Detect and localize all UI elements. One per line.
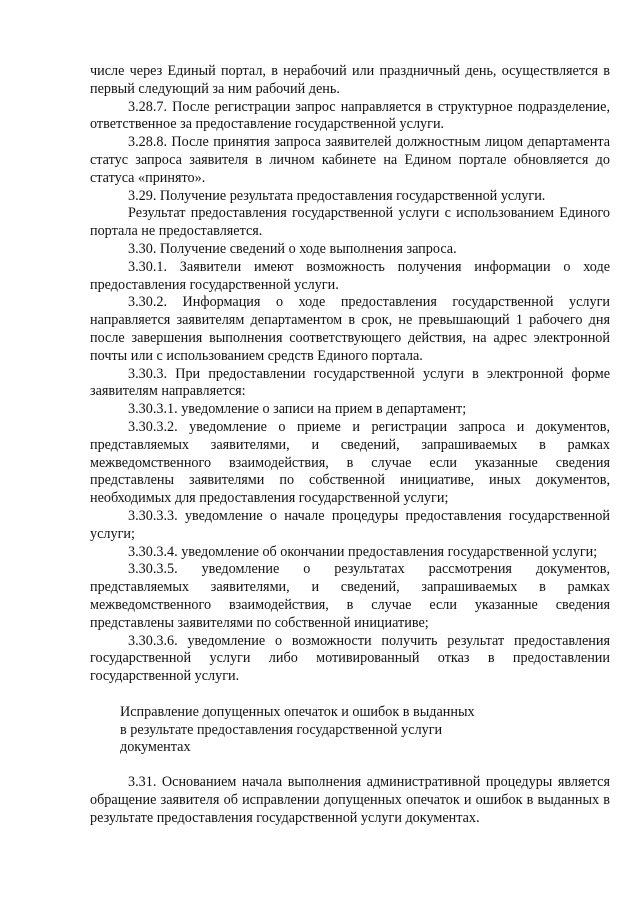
paragraph: числе через Единый портал, в нерабочий или праздничный день, осуществляется в первый следующий за ним рабочий день.: [90, 63, 610, 97]
document-page: [90, 63, 610, 828]
paragraph: 3.28.8. После принятия запроса заявителей должностным лицом департамента статус запроса заявителя в личном кабинете на Едином портале обновляется до статуса «принято».: [90, 134, 610, 186]
paragraph: 3.28.7. После регистрации запрос направляется в структурное подразделение, ответственное за предоставление государственной услуги.: [90, 98, 610, 133]
paragraph: 3.30. Получение сведений о ходе выполнения запроса.: [128, 240, 457, 257]
section-heading-line: документах: [120, 739, 191, 756]
paragraph: 3.30.1. Заявители имеют возможность получения информации о ходе предоставления государственной услуги.: [90, 258, 610, 293]
paragraph: Результат предоставления государственной услуги с использованием Единого портала не предоставляется.: [90, 205, 610, 240]
section-heading-line: Исправление допущенных опечаток и ошибок в выданных: [120, 703, 475, 720]
paragraph: 3.30.3.6. уведомление о возможности получить результат предоставления государственной услуги либо мотивированный отказ в предоставлении государственной услуги.: [90, 632, 610, 685]
paragraph: 3.30.3.5. уведомление о результатах рассмотрения документов, представляемых заявителями, и сведений, запрашиваемых в рамках межведомственного взаимодействия, в случае если указанные сведения представлены заявителями по собственной инициативе;: [90, 561, 610, 631]
paragraph: 3.30.3.3. уведомление о начале процедуры предоставления государственной услуги;: [90, 507, 610, 542]
section-heading: [90, 704, 610, 757]
paragraph: 3.30.2. Информация о ходе предоставления государственной услуги направляется заявителям департаментом в срок, не превышающий 1 рабочего дня после завершения выполнения соответствующего действия, на адрес электронной почты или с использованием средств Единого портала.: [90, 294, 610, 364]
paragraph: 3.29. Получение результата предоставления государственной услуги.: [128, 187, 546, 204]
paragraph: 3.30.3.2. уведомление о приеме и регистрации запроса и документов, представляемых заявителями, и сведений, запрашиваемых в рамках межведомственного взаимодействия, в случае если указанные сведения представлены заявителями по собственной инициативе, иных документов, необходимых для предоставления государственной услуги;: [90, 418, 610, 507]
paragraph: 3.30.3.4. уведомление об окончании предоставления государственной услуги;: [128, 543, 598, 560]
paragraph: 3.30.3. При предоставлении государственной услуги в электронной форме заявителям направляется:: [90, 365, 610, 400]
paragraph: 3.30.3.1. уведомление о записи на прием в департамент;: [128, 401, 467, 418]
section-heading-line: в результате предоставления государственной услуги: [120, 721, 443, 738]
paragraph: 3.31. Основанием начала выполнения административной процедуры является обращение заявителя об исправлении допущенных опечаток и ошибок в выданных в результате предоставления государственной услуги документах.: [90, 774, 610, 826]
